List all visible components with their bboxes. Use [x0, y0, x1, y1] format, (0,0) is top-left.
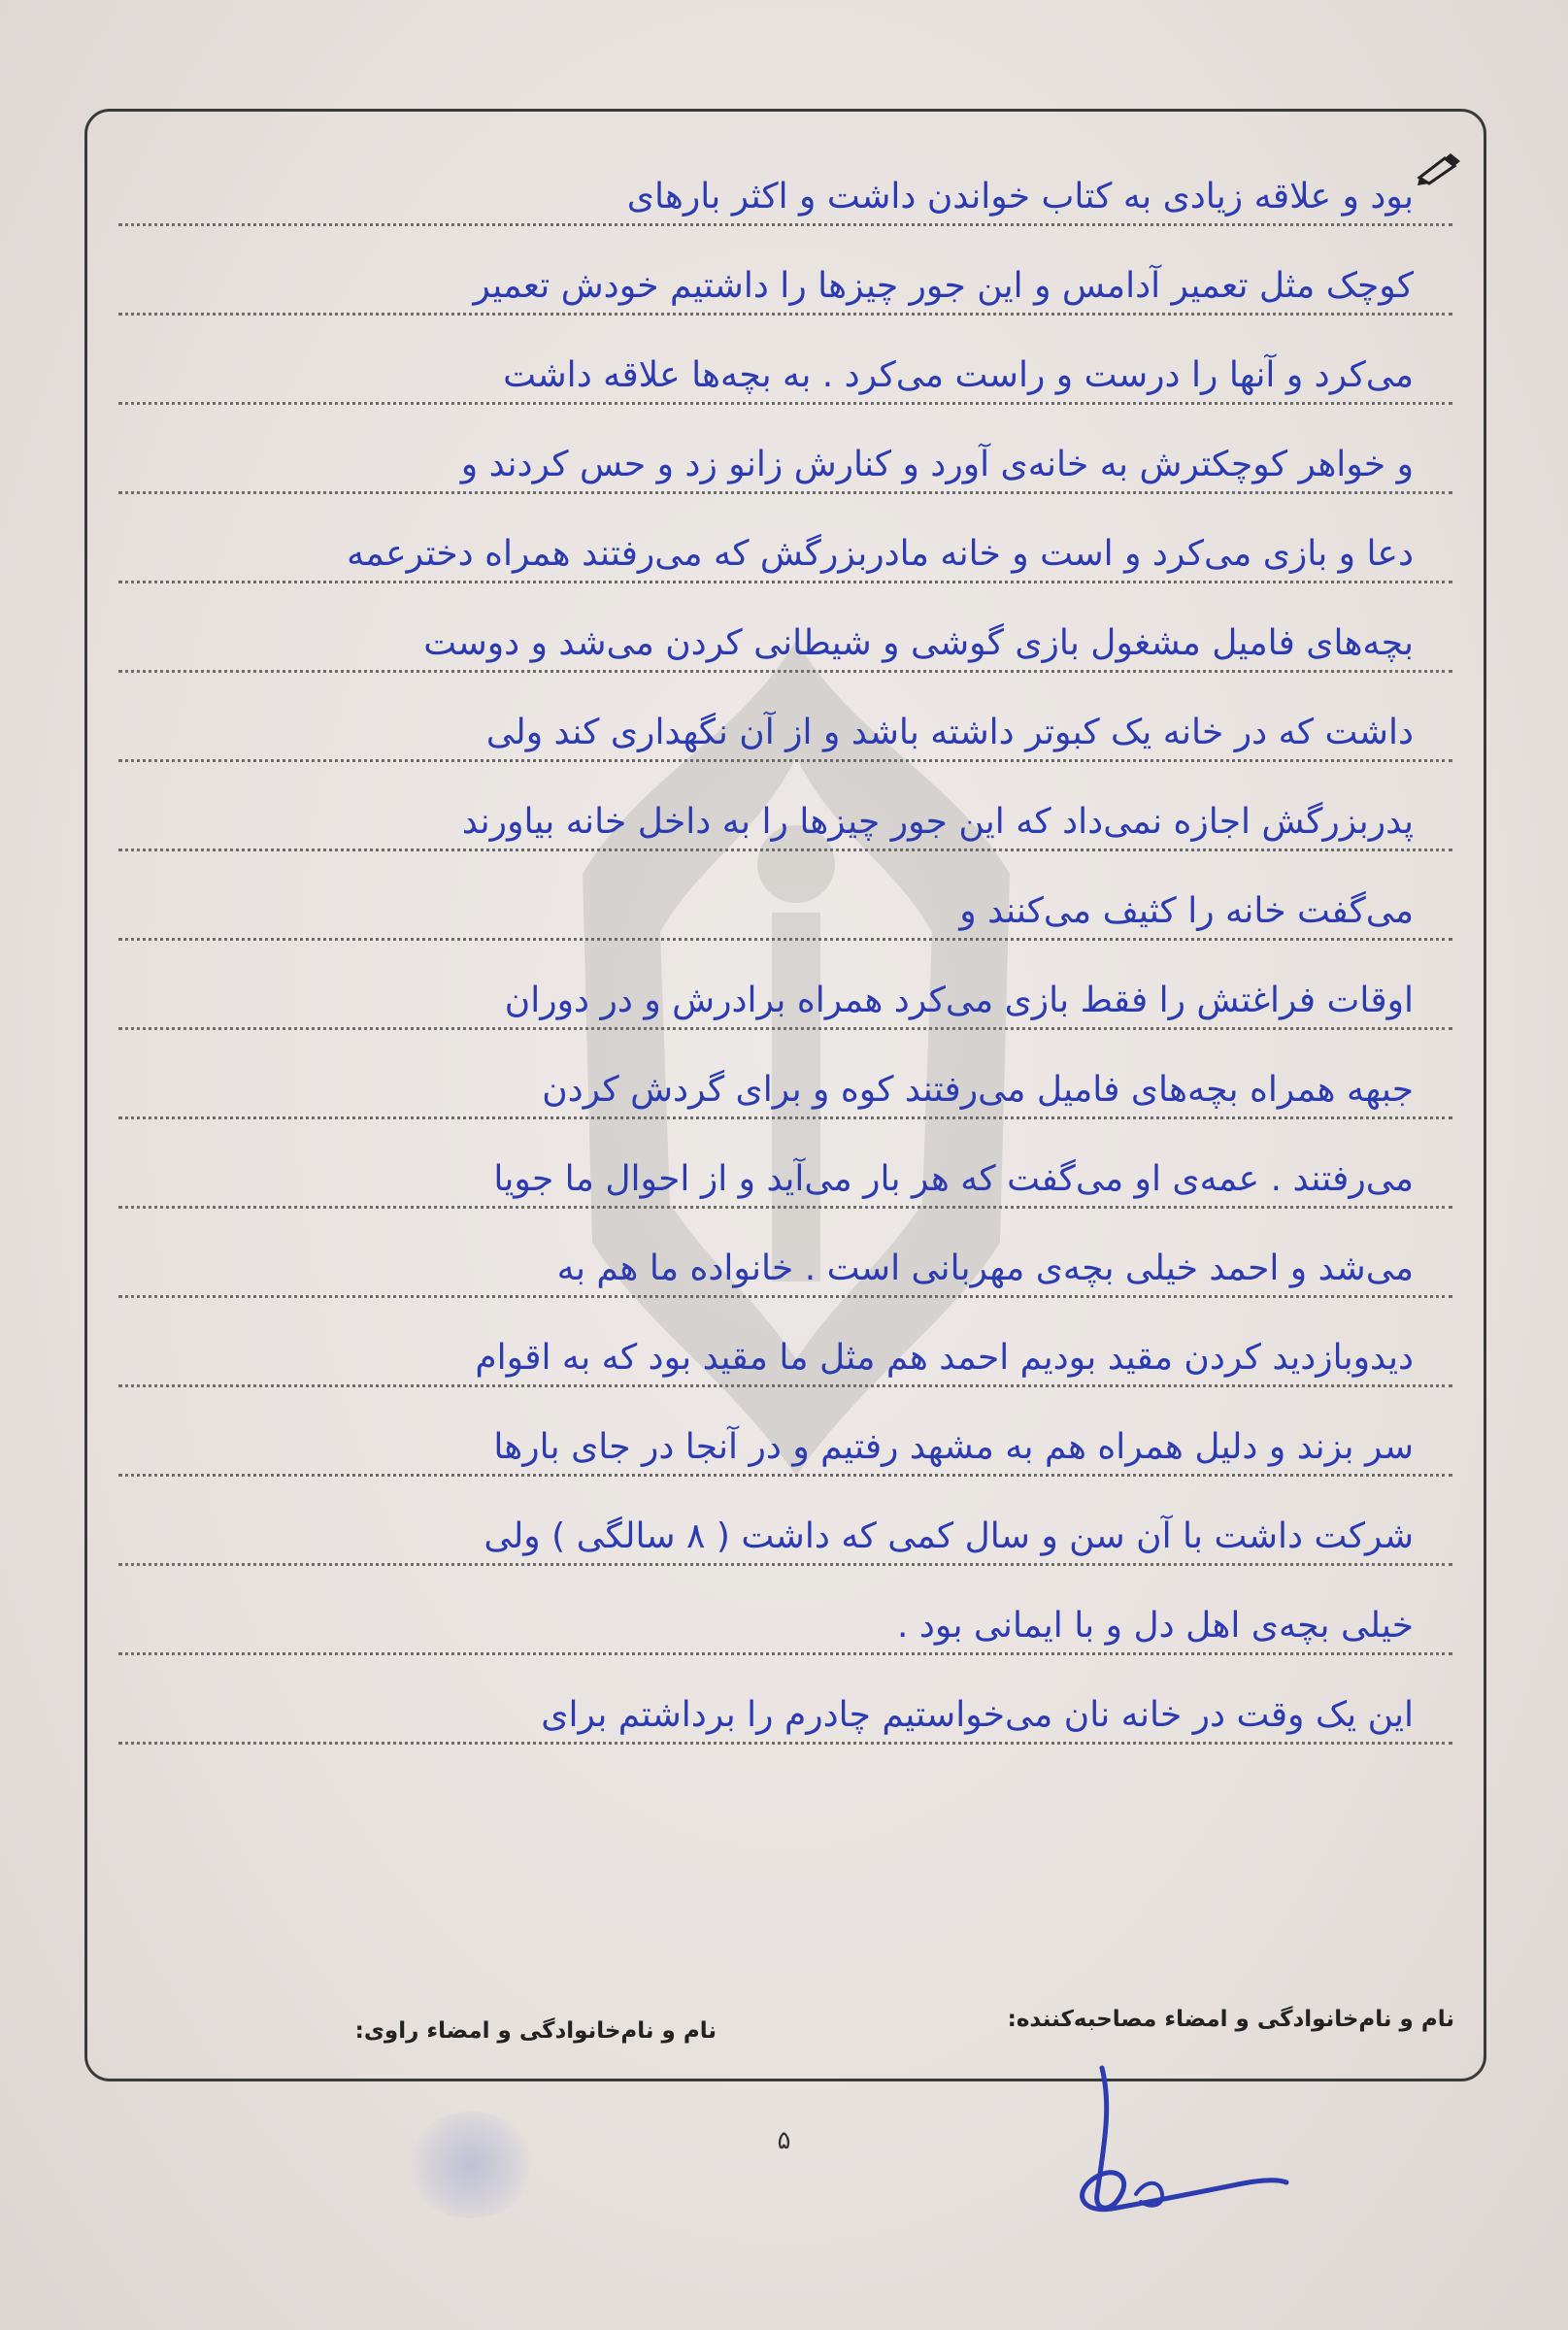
dotted-rule — [118, 313, 1452, 316]
line-text: و خواهر کوچکترش به خانه‌ی آورد و کنارش زانو زد و حس کردند و — [460, 445, 1414, 484]
line-text: جبهه همراه بچه‌های فامیل می‌رفتند کوه و برای گردش کردن — [542, 1070, 1414, 1110]
line-text: می‌شد و احمد خیلی بچه‌ی مهربانی است . خانواده ما هم به — [556, 1248, 1414, 1288]
line-text: بود و علاقه زیادی به کتاب خواندن داشت و اکثر بارهای — [626, 177, 1414, 216]
dotted-rule — [118, 1742, 1452, 1745]
dotted-rule — [118, 402, 1452, 405]
dotted-rule — [118, 223, 1452, 226]
handwritten-text-block — [118, 150, 1452, 1758]
text-line — [118, 865, 1452, 954]
dotted-rule — [118, 670, 1452, 673]
line-text: خیلی بچه‌ی اهل دل و با ایمانی بود . — [896, 1606, 1414, 1646]
dotted-rule — [118, 1116, 1452, 1119]
text-line — [118, 1312, 1452, 1401]
dotted-rule — [118, 491, 1452, 494]
dotted-rule — [118, 581, 1452, 583]
text-line — [118, 418, 1452, 508]
dotted-rule — [118, 1384, 1452, 1387]
text-line — [118, 150, 1452, 240]
text-line — [118, 329, 1452, 418]
text-line — [118, 240, 1452, 329]
narrator-signature-label: نام و نام‌خانوادگی و امضاء راوی: — [354, 2018, 717, 2044]
text-line — [118, 776, 1452, 865]
line-text: شرکت داشت با آن سن و سال کمی که داشت ( ۸ سالگی ) ولی — [484, 1516, 1414, 1556]
text-line — [118, 1133, 1452, 1222]
dotted-rule — [118, 759, 1452, 762]
line-text: سر بزند و دلیل همراه هم به مشهد رفتیم و در آنجا در جای بارها — [493, 1427, 1414, 1467]
text-line — [118, 1222, 1452, 1312]
line-text: اوقات فراغتش را فقط بازی می‌کرد همراه برادرش و در دوران — [504, 981, 1414, 1020]
text-line — [118, 1401, 1452, 1490]
line-text: می‌گفت خانه را کثیف می‌کنند و — [959, 891, 1414, 931]
dotted-rule — [118, 849, 1452, 851]
line-text: داشت که در خانه یک کبوتر داشته باشد و از آن نگهداری کند ولی — [485, 713, 1414, 752]
line-text: بچه‌های فامیل مشغول بازی گوشی و شیطانی کردن می‌شد و دوست — [423, 623, 1414, 663]
line-text: پدربزرگش اجازه نمی‌داد که این جور چیزها را به داخل خانه بیاورند — [461, 802, 1414, 842]
text-line — [118, 1044, 1452, 1133]
text-line — [118, 686, 1452, 776]
signature-labels — [126, 1997, 1454, 2046]
text-line — [118, 1669, 1452, 1758]
handwritten-signature — [1044, 2048, 1296, 2223]
line-text: می‌کرد و آنها را درست و راست می‌کرد . به بچه‌ها علاقه داشت — [503, 355, 1414, 395]
text-line — [118, 597, 1452, 686]
content-frame — [84, 109, 1486, 2081]
text-line — [118, 508, 1452, 597]
dotted-rule — [118, 1027, 1452, 1030]
interviewer-signature-label: نام و نام‌خانوادگی و امضاء مصاحبه‌کننده: — [1007, 2007, 1454, 2032]
page-number: ۵ — [777, 2126, 791, 2155]
text-line — [118, 1580, 1452, 1669]
line-text: دیدوبازدید کردن مقید بودیم احمد هم مثل ما مقید بود که به اقوام — [475, 1338, 1414, 1378]
dotted-rule — [118, 1206, 1452, 1209]
dotted-rule — [118, 938, 1452, 941]
ink-stamp-smudge — [408, 2112, 534, 2218]
line-text: دعا و بازی می‌کرد و است و خانه مادربزرگش که می‌رفتند همراه دخترعمه — [347, 534, 1414, 574]
dotted-rule — [118, 1563, 1452, 1566]
line-text: می‌رفتند . عمه‌ی او می‌گفت که هر بار می‌آید و از احوال ما جویا — [493, 1159, 1414, 1199]
dotted-rule — [118, 1295, 1452, 1298]
text-line — [118, 1490, 1452, 1580]
dotted-rule — [118, 1652, 1452, 1655]
dotted-rule — [118, 1474, 1452, 1477]
line-text: این یک وقت در خانه نان می‌خواستیم چادرم را برداشتم برای — [541, 1695, 1414, 1735]
text-line — [118, 954, 1452, 1044]
line-text: کوچک مثل تعمیر آدامس و این جور چیزها را داشتیم خودش تعمیر — [473, 266, 1414, 306]
